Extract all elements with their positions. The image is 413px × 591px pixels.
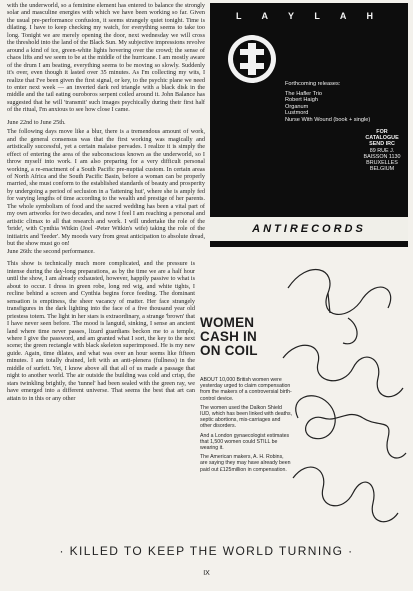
ad-paragraph: The women used the Dalkon Shield IUD, which has been linked with deaths, septic abortions, mis-carriages and other disorders. (200, 404, 292, 430)
release-item: Robert Haigh (285, 97, 318, 104)
release-item: The Hafler Trio (285, 90, 322, 97)
release-item: Lustmord (285, 110, 309, 117)
laylah-advert (210, 3, 408, 247)
ad-headline: WOMEN CASH IN ON COIL (200, 315, 258, 358)
laylah-logo-icon (226, 33, 278, 85)
article-paragraph-1: with the underworld, so a feminine element has entered to balance the strongly solar and masculine energies with which we have been working so far. Given the usual pre-performance confusion, it seems strangely quiet tonight. Time is dilating. I have to keep checking my watch, for everything seems to take too long. Tonight we are merely opening the door, next wednesday we will cross the threshold into the land of the Black Sun. My subjective impressions revolve around a kind of ice, green-white lights hovering over the crowd; the sense of chaos lifts and we seem to be at the middle of the hurricane. I am mostly aware of the drum I am beating, everything seems to be moving so slowly. Suddenly it's over, even though it lasted over 35 minutes. As I'm collecting my wits, I realize that I've been given the first signal, or key, to the psychic plane we need to enter next week — an inverted dark red triangle with a black disk in the middle and the tail eating ouroboros serpent coiled around it. John Balance has suggested that he will 'transmit' such images psychically during their first half of the ritual, I'm anxious to see how close I came. (7, 2, 205, 114)
article-paragraph-2: The following days move like a blur, there is a tremendous amount of work, and the general consensus was that the first working was magically and artistically successful, yet a certain malaise pervades. I realize it is simply the effect of entering the area of the subconscious known as the underworld, so I throw myself into work. I am also preparing for a very difficult personal working, a re-enactment of a South Pacific pre-nuptial custom. In certain areas of North Africa and the South Pacific Basin, before a woman can be properly married, she must conform to the established standards of beauty and prosperity by undergoing a period of seclusion in a 'fattening hut', where she is amply fed for varying lengths of time according to the wealth and prestige of her parents. The whole symbolism of food and the sacred wedding has been a vital part of my own artworks for two decades, and now I feel I am reaching a personal and artistic climax to all that research and work. I will undertake the role of the 'bride', with Cynthia Witkin (Joel -Peter Witkin's wife) taking the role of the initiatrix and 'feeder'. My moods vary from great anticipation to absolute dread, but the show must go on! (7, 128, 205, 248)
antirecords-wordmark: ANTIRECORDS (210, 217, 408, 241)
ad-paragraph: The American makers, A. H. Robins, are saying they may have already been paid out £125million in compensation. (200, 454, 291, 473)
article-heading-3: June 26th: the second performance. (7, 248, 95, 255)
release-item: Nurse With Wound (book + single) (285, 116, 371, 123)
article-column-bottom (7, 248, 195, 407)
ad-paragraph: ABOUT 10,000 British women were yesterday urged to claim compensation from the makers of a controversial birth-control device. (200, 377, 292, 402)
laylah-intro: Forthcoming releases: (285, 81, 341, 87)
ad-paragraph: And a London gynaecologist estimates that 1,500 women could STILL be wearing it. (200, 432, 290, 452)
laylah-address: 89 RUE J. BAISSON 1130 BRUXELLES BELGIUM (363, 147, 401, 173)
laylah-releases (285, 81, 370, 124)
release-item: Organum (285, 103, 309, 110)
laylah-wordmark: L A Y L A H (235, 11, 382, 21)
article-paragraph-3: This show is technically much more complicated, and the pressure is intense during the day-long preparations, as by the time we are a half hour until the show, I am already exhausted, however, happily passive to what is about to occur. I dress in green robe, long red wig, and white tights, I recline behind a screen and Cynthia begins force feeding. The dominant sensation is emptiness, the sheer vacancy of matter. Her face strangely transfigures in the dark lighting into the face of a five thousand year old priestess totem. The light in her stars is extraordinary, a strange 'brown' that I have never seen before. The mood is languid, sinking, I sense an ancient land where time never passes, lizard guardians beckon me to a temple, where I give the password, and am granted what I sort, the key to the next scene; the green rectangle with black skeleton superimposed. He is my new guide. Again, time dilates, and what was over an hour seems like fifteen minutes. I am totally drained, left with an anti-plenera (fullness) in the middle of surfeit. Yet, I know above all that all of us made a passage that night to another world. The air outside the building was cold and crisp, the stars twinkling brightly, the 'tunnel' had been sealed with the green ray, we have emerged into a different universe. That seems the best that art can attain to in this or any other (7, 260, 195, 402)
footer-slogan: · KILLED TO KEEP THE WORLD TURNING · (59, 544, 354, 558)
article-heading-2: June 22nd to June 25th. (7, 118, 66, 126)
page-number: IX (203, 570, 210, 577)
catalogue-label: FOR CATALOGUE SEND IRC (365, 129, 399, 148)
laylah-catalogue-info (362, 129, 402, 172)
coil-devices-illustration (268, 248, 413, 533)
